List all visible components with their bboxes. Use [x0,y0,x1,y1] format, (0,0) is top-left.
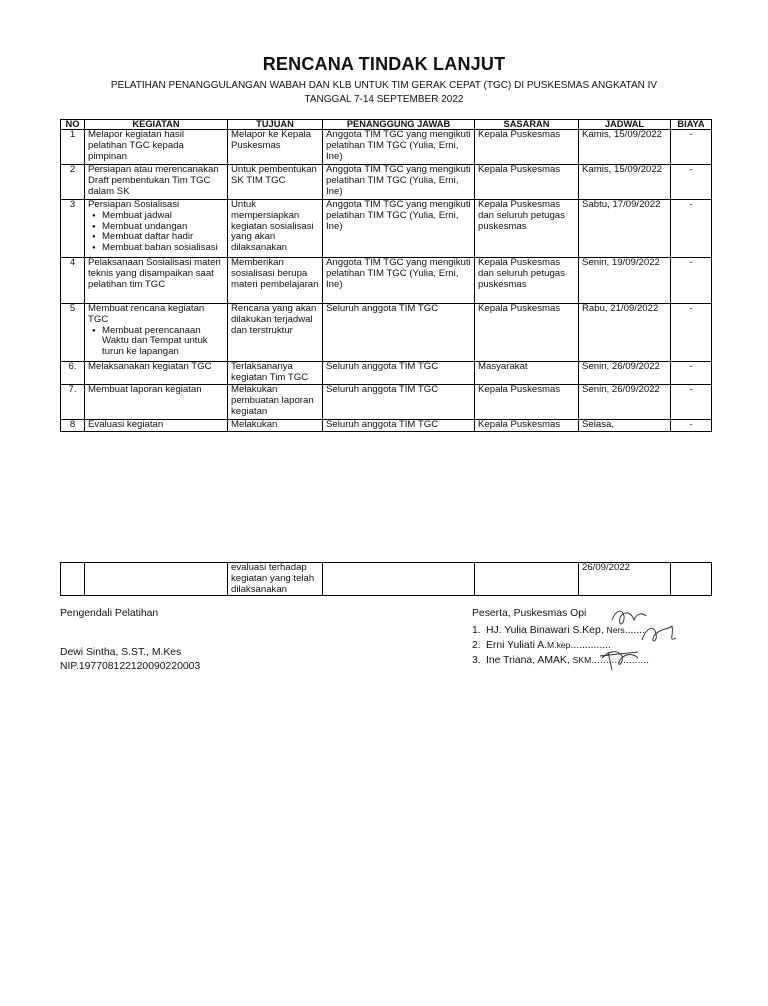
row-no: 5 [61,304,85,362]
table-row [61,385,712,420]
row-penanggung-jawab: Seluruh anggota TIM TGC [323,362,475,385]
row-no: 4 [61,258,85,304]
participant-number: 3. [472,655,481,666]
row-biaya: - [671,165,712,200]
row-sasaran [475,563,579,596]
row-penanggung-jawab: Seluruh anggota TIM TGC [323,304,475,362]
participant-title-suffix: M.kep [547,640,571,650]
row-tujuan: evaluasi terhadap kegiatan yang telah dilaksanakan [228,563,323,596]
row-no: 8 [61,420,85,432]
row-biaya: - [671,385,712,420]
table-row [61,165,712,200]
row-biaya: - [671,258,712,304]
row-tujuan: Memberikan sosialisasi berupa materi pembelajaran [228,258,323,304]
table-row [61,362,712,385]
row-jadwal: Senin, 19/09/2022 [579,258,671,304]
row-biaya: - [671,420,712,432]
supervisor-name: Dewi Sintha, S.ST., M.Kes [60,647,182,658]
row-kegiatan: Membuat rencana kegiatan TGC [88,303,205,325]
signature-dots: .............. [570,640,611,651]
bullet-item: ● Membuat jadwal [102,211,224,222]
supervisor-nip: NIP.197708122120090220003 [60,661,201,672]
supervisor-title: Pengendali Pelatihan [60,608,159,619]
row-penanggung-jawab: Anggota TIM TGC yang mengikuti pelatihan TIM TGC (Yulia, Erni, Ine) [323,200,475,258]
row-biaya: - [671,130,712,165]
row-tujuan: Untuk pembentukan SK TIM TGC [228,165,323,200]
row-kegiatan: Melapor kegiatan hasil pelatihan TGC kepada pimpinan [85,130,228,165]
row-sasaran: Kepala Puskesmas dan seluruh petugas puskesmas [475,258,579,304]
row-kegiatan: Persiapan atau merencanakan Draft pembentukan Tim TGC dalam SK [85,165,228,200]
table-header-row [61,120,712,130]
row-tujuan: Rencana yang akan dilakukan terjadwal dan terstruktur [228,304,323,362]
row-sasaran: Kepala Puskesmas [475,385,579,420]
kegiatan-bullet-list [88,326,224,358]
row-jadwal: 26/09/2022 [579,563,671,596]
participant-number: 2. [472,640,481,651]
row-tujuan: Melakukan [228,420,323,432]
row-no: 7. [61,385,85,420]
bullet-item: ● Membuat bahan sosialisasi [102,243,224,254]
row-biaya: - [671,362,712,385]
row-sasaran: Kepala Puskesmas [475,420,579,432]
row-sasaran: Kepala Puskesmas [475,304,579,362]
row-no: 6. [61,362,85,385]
header-tujuan: TUJUAN [228,120,323,130]
participants-title: Peserta, Puskesmas Opi [472,608,587,619]
row-jadwal: Kamis, 15/09/2022 [579,130,671,165]
document-subtitle: PELATIHAN PENANGGULANGAN WABAH DAN KLB UNTUK TIM GERAK CEPAT (TGC) DI PUSKESMAS ANGKATAN IV [110,80,658,91]
row-tujuan: Melapor ke Kepala Puskesmas [228,130,323,165]
participant-title-suffix: SKM [572,655,592,665]
signature-dots: .................... [591,655,650,666]
supervisor-block [60,646,200,674]
document-date-range: TANGGAL 7-14 SEPTEMBER 2022 [304,94,464,105]
row-kegiatan: Evaluasi kegiatan [85,420,228,432]
signature-1 [612,611,646,624]
row-jadwal: Senin, 26/09/2022 [579,385,671,420]
row-kegiatan: Melaksanakan kegiatan TGC [85,362,228,385]
row-kegiatan: Persiapan Sosialisasi [88,199,180,210]
row-penanggung-jawab: Seluruh anggota TIM TGC [323,420,475,432]
row-biaya [671,563,712,596]
bullet-item: ● Membuat undangan [102,222,224,233]
header-penanggung-jawab: PENANGGUNG JAWAB [323,120,475,130]
continuation-table [60,562,712,596]
row-sasaran: Kepala Puskesmas [475,130,579,165]
row-no: 2 [61,165,85,200]
row-penanggung-jawab: Anggota TIM TGC yang mengikuti pelatihan TIM TGC (Yulia, Erni, Ine) [323,165,475,200]
row-penanggung-jawab: Anggota TIM TGC yang mengikuti pelatihan TIM TGC (Yulia, Erni, Ine) [323,258,475,304]
document-title: RENCANA TINDAK LANJUT [262,54,506,74]
kegiatan-bullet-list [88,211,224,254]
row-jadwal: Kamis, 15/09/2022 [579,165,671,200]
header-no: NO [61,120,85,130]
row-kegiatan: Pelaksanaan Sosialisasi materi teknis yang disampaikan saat pelatihan tim TGC [85,258,228,304]
header-biaya: BIAYA [671,120,712,130]
participant-name: Ine Triana, AMAK, [486,655,573,666]
bullet-item: ● Membuat daftar hadir [102,232,224,243]
row-tujuan: Terlaksananya kegiatan Tim TGC [228,362,323,385]
row-penanggung-jawab: Anggota TIM TGC yang mengikuti pelatihan TIM TGC (Yulia, Erni, Ine) [323,130,475,165]
signature-3 [600,652,638,670]
action-plan-table [60,119,712,432]
participant-name: Erni Yuliati A. [486,640,548,651]
bullet-item: ● Membuat perencanaan Waktu dan Tempat untuk turun ke lapangan [102,326,224,358]
row-penanggung-jawab [323,563,475,596]
row-penanggung-jawab: Seluruh anggota TIM TGC [323,385,475,420]
row-biaya: - [671,304,712,362]
participant-number: 1. [472,625,481,636]
row-no [61,563,85,596]
participant-title-suffix: Ners [606,625,625,635]
signature-dots: ....... [624,625,645,636]
row-tujuan: Melakukan pembuatan laporan kegiatan [228,385,323,420]
row-kegiatan-cell [85,304,228,362]
handwritten-signatures [598,606,688,672]
row-jadwal: Selasa, [579,420,671,432]
row-kegiatan [85,563,228,596]
table-row [61,420,712,432]
row-no: 3 [61,200,85,258]
row-kegiatan: Membuat laporan kegiatan [85,385,228,420]
row-biaya: - [671,200,712,258]
header-jadwal: JADWAL [579,120,671,130]
row-sasaran: Kepala Puskesmas dan seluruh petugas puskesmas [475,200,579,258]
row-sasaran: Kepala Puskesmas [475,165,579,200]
row-no: 1 [61,130,85,165]
table-row [61,130,712,165]
table-row [61,563,712,596]
table-row [61,200,712,258]
header-kegiatan: KEGIATAN [85,120,228,130]
row-jadwal: Rabu, 21/09/2022 [579,304,671,362]
row-sasaran: Masyarakat [475,362,579,385]
table-row [61,304,712,362]
header-sasaran: SASARAN [475,120,579,130]
participant-name: HJ. Yulia Binawari S.Kep, [486,625,607,636]
row-tujuan: Untuk mempersiapkan kegiatan sosialisasi yang akan dilaksanakan [228,200,323,258]
row-jadwal: Senin, 26/09/2022 [579,362,671,385]
table-row [61,258,712,304]
row-kegiatan-cell [85,200,228,258]
signature-2 [642,626,676,641]
row-jadwal: Sabtu, 17/09/2022 [579,200,671,258]
